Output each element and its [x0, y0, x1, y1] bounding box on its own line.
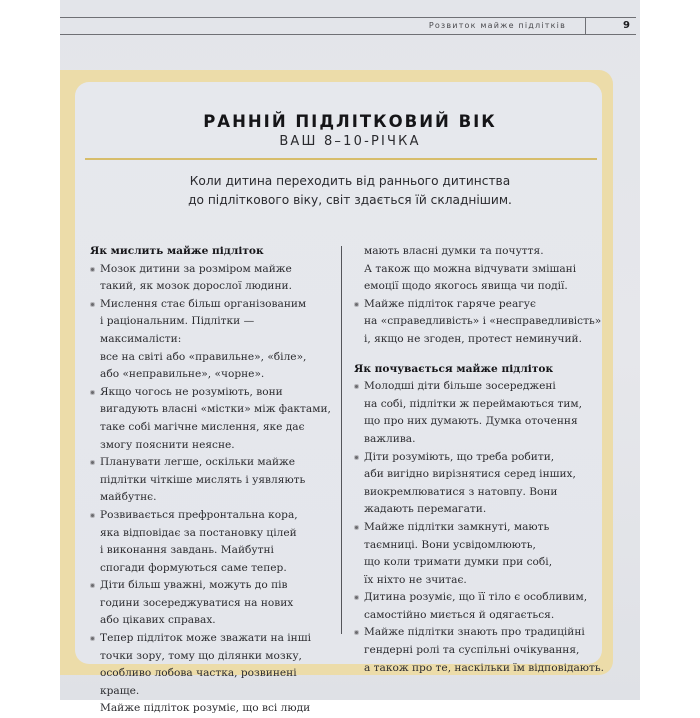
item-line: вигадують власні «містки» між фактами,	[100, 403, 331, 416]
item-line: все на світі або «правильне», «біле»,	[100, 350, 307, 363]
list-item	[354, 378, 604, 448]
item-line: підлітки чіткіше мислять і уявляють	[100, 473, 306, 486]
item-line: і, якщо не згоден, протест неминучий.	[364, 332, 582, 345]
item-line: виокремлюватися з натовпу. Вони	[364, 485, 558, 498]
item-line: змогу пояснити неясне.	[100, 438, 235, 451]
bullet-icon	[90, 267, 95, 272]
item-line: Дитина розуміє, що її тіло є особливим,	[364, 591, 588, 604]
left-column	[90, 243, 335, 718]
bullet-icon	[90, 460, 95, 465]
left-column-heading: Як мислить майже підліток	[90, 245, 264, 257]
item-line: що про них думають. Думка оточення	[364, 415, 578, 428]
bullet-icon	[90, 583, 95, 588]
header-separator	[585, 18, 586, 34]
section-title: Розвиток майже підлітків	[428, 21, 566, 30]
item-line: мають власні думки та почуття.	[364, 245, 544, 257]
list-item	[90, 296, 335, 384]
item-line: Планувати легше, оскільки майже	[100, 456, 296, 469]
list-item	[90, 630, 335, 718]
item-line: спогади формуються саме тепер.	[100, 561, 287, 574]
item-line: і виконання завдань. Майбутні	[100, 544, 274, 557]
bullet-icon	[354, 525, 359, 530]
item-line: точки зору, тому що ділянки мозку,	[100, 649, 302, 662]
item-line: такий, як мозок дорослої людини.	[100, 280, 292, 293]
item-line: або «неправильне», «чорне».	[100, 368, 265, 381]
item-line: яка відповідає за постановку цілей	[100, 526, 297, 539]
right-column	[354, 243, 604, 677]
spacer	[354, 349, 604, 361]
item-line: важлива.	[364, 432, 416, 445]
item-line: гендерні ролі та суспільні очікування,	[364, 644, 580, 657]
bullet-icon	[90, 390, 95, 395]
item-line: Майже підлітки знають про традиційні	[364, 626, 585, 639]
item-line: на «справедливість» і «несправедливість»	[364, 315, 602, 328]
list-item	[354, 624, 604, 677]
item-line: Майже підліток розуміє, що всі люди	[100, 702, 311, 715]
item-line: їх ніхто не зчитає.	[364, 573, 467, 586]
item-line: Молодші діти більше зосереджені	[364, 380, 556, 393]
item-line: що коли тримати думки при собі,	[364, 556, 553, 569]
item-line: Майже підліток гаряче реагує	[364, 297, 536, 310]
item-line: години зосереджуватися на нових	[100, 596, 294, 609]
box-title: РАННІЙ ПІДЛІТКОВИЙ ВІК	[203, 112, 497, 131]
right-column-heading: Як почувається майже підліток	[354, 362, 554, 375]
item-line: на собі, підлітки ж переймаються тим,	[364, 397, 583, 410]
lead-line: Коли дитина переходить від раннього дитинства	[189, 174, 511, 188]
item-line: і раціональним. Підлітки — максималісти:	[100, 315, 255, 345]
item-line: Мозок дитини за розміром майже	[100, 262, 292, 275]
bullet-icon	[354, 595, 359, 600]
column-divider	[341, 246, 342, 634]
item-line: або цікавих справах.	[100, 614, 216, 627]
item-line: Діти розуміють, що треба робити,	[364, 450, 555, 463]
list-item	[90, 261, 335, 296]
list-item	[90, 577, 335, 630]
bullet-icon	[354, 455, 359, 460]
running-header	[60, 17, 636, 35]
lead-paragraph	[150, 172, 550, 210]
item-line: Тепер підліток може зважати на інші	[100, 632, 311, 645]
item-line: таємниці. Вони усвідомлюють,	[364, 538, 536, 551]
list-item	[354, 449, 604, 519]
item-line: таке собі магічне мислення, яке дає	[100, 420, 305, 433]
bullet-icon	[90, 513, 95, 518]
continued-text	[354, 243, 604, 296]
item-line: Якщо чогось не розуміють, вони	[100, 385, 283, 398]
list-item	[354, 519, 604, 589]
item-line: Розвивається префронтальна кора,	[100, 508, 298, 521]
bullet-icon	[354, 302, 359, 307]
item-line: а також про те, наскільки їм відповідають.	[364, 661, 605, 674]
item-line: жадають перемагати.	[364, 503, 487, 516]
list-item	[90, 384, 335, 454]
list-item	[90, 507, 335, 577]
list-item	[90, 454, 335, 507]
item-line: Мислення стає більш організованим	[100, 297, 307, 310]
page-number: 9	[623, 20, 630, 31]
lead-line: до підліткового віку, світ здається їй складнішим.	[188, 193, 512, 207]
box-subtitle: ВАШ 8–10-РІЧКА	[279, 134, 421, 149]
item-line: емоції щодо якогось явища чи події.	[364, 280, 568, 293]
title-rule	[85, 158, 597, 160]
bullet-icon	[354, 630, 359, 635]
list-item	[354, 589, 604, 624]
item-line: особливо лобова частка, розвинені краще.	[100, 667, 297, 697]
list-item	[354, 296, 604, 349]
bullet-icon	[354, 384, 359, 389]
item-line: А також що можна відчувати змішані	[364, 262, 577, 275]
item-line: Діти більш уважні, можуть до пів	[100, 579, 288, 592]
item-line: самостійно миється й одягається.	[364, 608, 555, 621]
bullet-icon	[90, 636, 95, 641]
bullet-icon	[90, 302, 95, 307]
item-line: Майже підлітки замкнуті, мають	[364, 520, 550, 533]
item-line: майбутнє.	[100, 491, 157, 504]
item-line: аби вигідно вирізнятися серед інших,	[364, 468, 576, 481]
